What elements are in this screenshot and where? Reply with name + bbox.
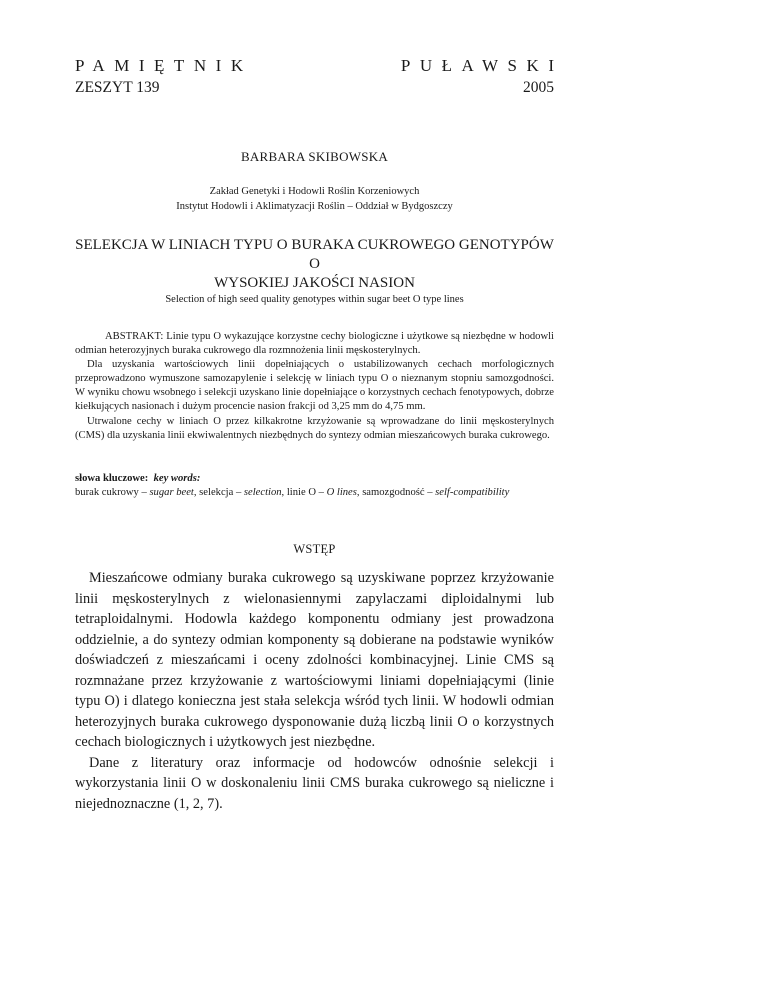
body-text [75,568,554,814]
journal-name-left: PAMIĘTNIK [75,56,253,75]
issue-row [75,79,554,97]
issue-number: ZESZYT 139 [75,79,160,96]
abstract-paragraph-3: Utrwalone cechy w liniach O przez kilkakrotne krzyżowanie są wprowadzane do linii męskosterylnych (CMS) dla uzyskania linii ekwiwalentnych niezbędnych do syntezy odmian mieszańcowych buraka cukrowego. [75,415,554,441]
keyword-en: self-compatibility [435,487,510,499]
keyword-pl: linie O [286,487,316,499]
keyword-pl: burak cukrowy [75,487,139,499]
keyword-pl: selekcja [199,487,234,499]
paper-title [75,236,554,293]
keywords-list: burak cukrowy – sugar beet, selekcja – selection, linie O – O lines, samozgodność – self-compatibility [75,487,510,499]
journal-name-right: PUŁAWSKI [400,56,564,75]
author-name: BARBARA SKIBOWSKA [240,149,389,164]
body-paragraph-1: Mieszańcowe odmiany buraka cukrowego są uzyskiwane poprzez krzyżowanie linii męskosterylnych z wielonasiennymi zapylaczami diploidalnymi lub tetraploidalnymi. Hodowla każdego komponentu odmiany jest prowadzona oddzielnie, a do syntezy odmian komponenty są dobierane na podstawie wyników doświadczeń z mieszańcami i oceny zdolności kombinacyjnej. Linie CMS są rozmnażane przez krzyżowanie z wartościowymi liniami dopełniającymi (linie typu O) i dlatego konieczna jest stała selekcja wśród tych linii. W hodowli odmian heterozyjnych buraka cukrowego dysponowanie dużą liczbą linii O o korzystnych cechach biologicznych i użytkowych jest niezbędne. [75,570,554,750]
keywords-label-en: key words: [153,473,201,484]
abstract-paragraph-2: Dla uzyskania wartościowych linii dopełniających o ustabilizowanych cechach morfologicznych przeprowadzono wymuszone samozapylenie i selekcję w liniach typu O o nieznanym stopniu samozgodności. W wyniku chowu wsobnego i selekcji uzyskano linie dopełniające o korzystnych cechach fenotypowych, dobrze kiełkujących nasionach i dużym procencie nasion frakcji od 3,25 mm do 4,75 mm. [75,359,554,413]
abstract-paragraph-1: ABSTRAKT: Linie typu O wykazujące korzystne cechy biologiczne i użytkowe są niezbędne w hodowli odmian heterozyjnych buraka cukrowego dla rozmnożenia linii męskosterylnych. [75,331,554,357]
keywords-block [75,472,554,500]
keyword-en: selection [243,487,282,499]
paper-title-line-2: WYSOKIEJ JAKOŚCI NASION [214,275,415,291]
publication-year: 2005 [523,79,554,96]
section-heading: WSTĘP [293,542,336,556]
keywords-label: słowa kluczowe: [75,473,149,484]
keyword-en: sugar beet [149,487,194,499]
affiliation-line-2: Instytut Hodowli i Aklimatyzacji Roślin – Oddział w Bydgoszczy [176,201,453,212]
paper-title-line-1: SELEKCJA W LINIACH TYPU O BURAKA CUKROWEGO GENOTYPÓW O [75,237,554,272]
journal-header [75,56,564,76]
keyword-pl: samozgodność [362,487,425,499]
body-paragraph-2: Dane z literatury oraz informacje od hodowców odnośnie selekcji i wykorzystania linii O w doskonaleniu linii CMS buraka cukrowego są nieliczne i niejednoznaczne (1, 2, 7). [75,754,554,812]
abstract [75,330,554,443]
affiliation-line-1: Zakład Genetyki i Hodowli Roślin Korzeniowych [209,186,420,197]
english-title: Selection of high seed quality genotypes within sugar beet O type lines [165,294,464,305]
keyword-en: O lines [326,487,357,499]
